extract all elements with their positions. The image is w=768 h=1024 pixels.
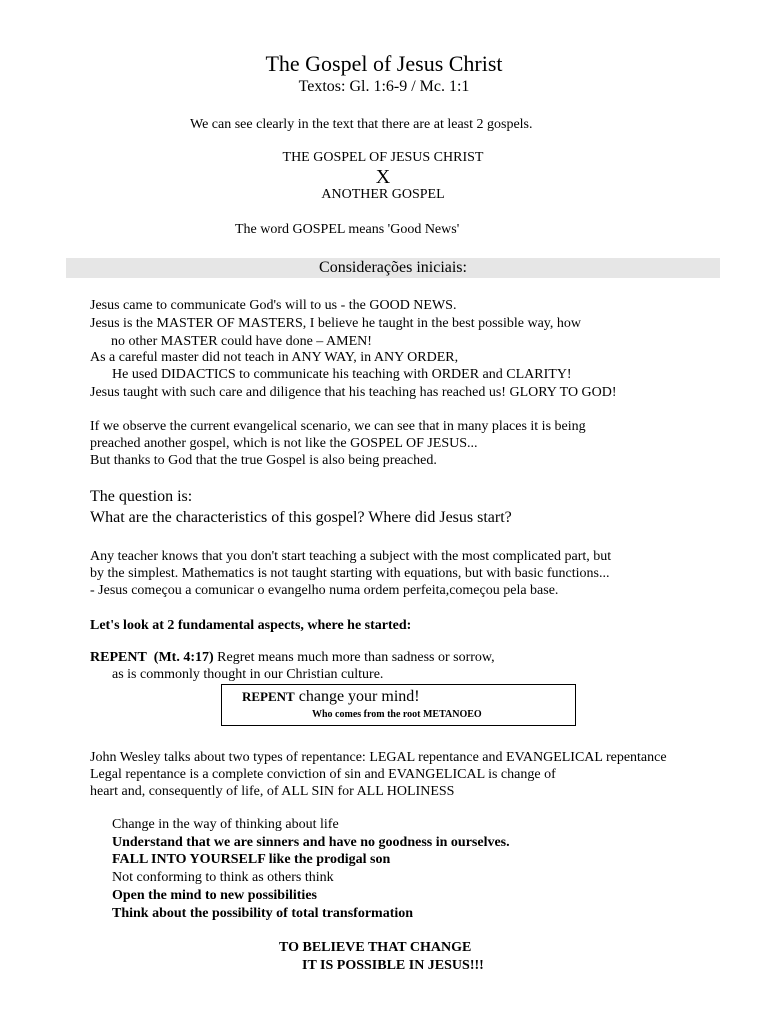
gospel-of-jesus-label: THE GOSPEL OF JESUS CHRIST bbox=[282, 150, 484, 165]
teacher-line: Any teacher knows that you don't start teaching a subject with the most complicated part, but bbox=[90, 549, 612, 564]
wesley-line: John Wesley talks about two types of repentance: LEGAL repentance and EVANGELICAL repentance bbox=[90, 750, 667, 765]
wesley-line: Legal repentance is a complete conviction of sin and EVANGELICAL is change of bbox=[90, 767, 556, 782]
repentance-point: Understand that we are sinners and have no goodness in ourselves. bbox=[112, 835, 510, 850]
scenario-line: preached another gospel, which is not like the GOSPEL OF JESUS... bbox=[90, 436, 478, 451]
repent-definition bbox=[242, 688, 420, 706]
repent-text: Regret means much more than sadness or sorrow, bbox=[213, 650, 495, 665]
consideration-item: Jesus came to communicate God's will to us - the GOOD NEWS. bbox=[90, 298, 457, 313]
question-text: What are the characteristics of this gospel? Where did Jesus start? bbox=[90, 509, 512, 526]
repent-continuation: as is commonly thought in our Christian culture. bbox=[112, 667, 384, 682]
repent-line bbox=[90, 650, 495, 666]
scenario-line: If we observe the current evangelical scenario, we can see that in many places it is being bbox=[90, 419, 586, 434]
wesley-line: heart and, consequently of life, of ALL SIN for ALL HOLINESS bbox=[90, 784, 455, 799]
repentance-point: Think about the possibility of total transformation bbox=[112, 906, 414, 921]
repent-reference: (Mt. 4:17) bbox=[153, 650, 214, 665]
gospel-definition: The word GOSPEL means 'Good News' bbox=[235, 222, 460, 237]
consideration-continuation: He used DIDACTICS to communicate his teaching with ORDER and CLARITY! bbox=[112, 367, 572, 382]
box-text: change your mind! bbox=[294, 688, 420, 705]
closing-line-2: IT IS POSSIBLE IN JESUS!!! bbox=[302, 958, 484, 973]
question-lead: The question is: bbox=[90, 488, 193, 505]
section-heading: Considerações iniciais: bbox=[66, 258, 720, 278]
another-gospel-label: ANOTHER GOSPEL bbox=[321, 187, 445, 202]
consideration-continuation: no other MASTER could have done – AMEN! bbox=[111, 334, 372, 349]
repentance-point: Open the mind to new possibilities bbox=[112, 888, 317, 903]
consideration-item: As a careful master did not teach in ANY WAY, in ANY ORDER, bbox=[90, 350, 459, 365]
repentance-point: Change in the way of thinking about life bbox=[112, 817, 339, 832]
repent-label: REPENT bbox=[90, 650, 147, 665]
closing-line-1: TO BELIEVE THAT CHANGE bbox=[279, 940, 472, 955]
teacher-line: by the simplest. Mathematics is not taught starting with equations, but with basic functions... bbox=[90, 566, 610, 581]
scenario-line: But thanks to God that the true Gospel is also being preached. bbox=[90, 453, 437, 468]
repentance-point: Not conforming to think as others think bbox=[112, 870, 334, 885]
box-key: REPENT bbox=[242, 689, 295, 704]
intro-text: We can see clearly in the text that there are at least 2 gospels. bbox=[190, 117, 533, 132]
document-title: The Gospel of Jesus Christ bbox=[265, 51, 503, 76]
repent-definition-box bbox=[221, 684, 576, 726]
aspects-heading: Let's look at 2 fundamental aspects, where he started: bbox=[90, 618, 412, 633]
document-subtitle: Textos: Gl. 1:6-9 / Mc. 1:1 bbox=[298, 78, 470, 95]
versus-x: X bbox=[375, 166, 391, 188]
consideration-item: Jesus is the MASTER OF MASTERS, I believe he taught in the best possible way, how bbox=[90, 316, 582, 331]
repentance-point: FALL INTO YOURSELF like the prodigal son bbox=[112, 852, 391, 867]
teacher-line: - Jesus começou a comunicar o evangelho numa ordem perfeita,começou pela base. bbox=[90, 583, 559, 598]
box-note: Who comes from the root METANOEO bbox=[312, 709, 482, 720]
consideration-item: Jesus taught with such care and diligence that his teaching has reached us! GLORY TO GOD! bbox=[90, 385, 617, 400]
